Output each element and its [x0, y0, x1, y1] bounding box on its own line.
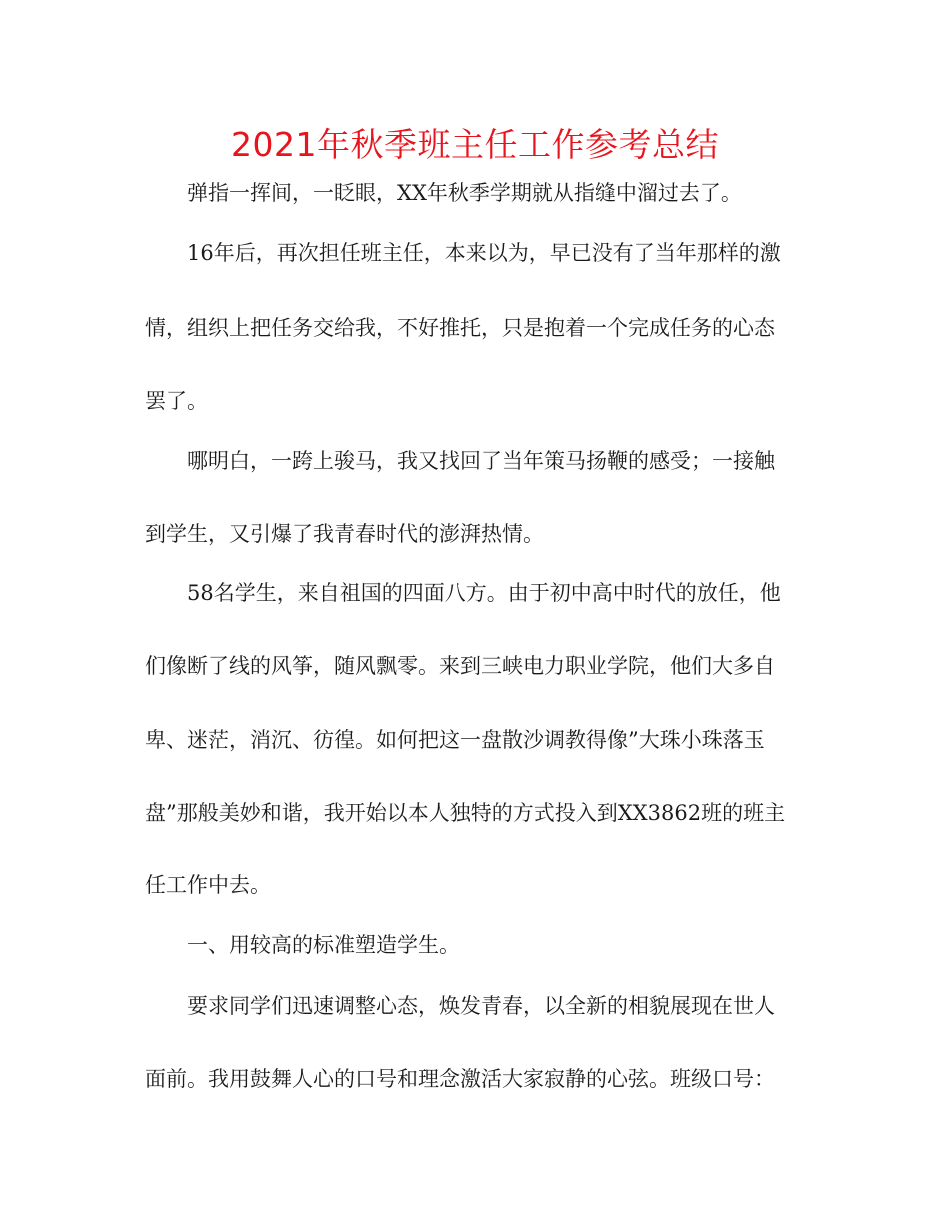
paragraph-line: 情，组织上把任务交给我，不好推托，只是抱着一个完成任务的心态 — [145, 316, 775, 340]
paragraph-line: 面前。我用鼓舞人心的口号和理念激活大家寂静的心弦。班级口号： — [145, 1067, 775, 1091]
paragraph-line: 盘”那般美妙和谐，我开始以本人独特的方式投入到XX3862班的班主 — [145, 801, 786, 825]
paragraph-line: 们像断了线的风筝，随风飘零。来到三峡电力职业学院，他们大多自 — [145, 654, 775, 678]
paragraph-line: 要求同学们迅速调整心态，焕发青春，以全新的相貌展现在世人 — [187, 994, 775, 1018]
paragraph-line: 16年后，再次担任班主任，本来以为，早已没有了当年那样的激 — [187, 241, 781, 265]
paragraph-line: 卑、迷茫，消沉、彷徨。如何把这一盘散沙调教得像”大珠小珠落玉 — [145, 728, 765, 752]
document-title: 2021年秋季班主任工作参考总结 — [231, 125, 719, 164]
paragraph-line: 哪明白，一跨上骏马，我又找回了当年策马扬鞭的感受；一接触 — [187, 449, 775, 473]
paragraph-line: 到学生，又引爆了我青春时代的澎湃热情。 — [145, 522, 544, 546]
paragraph-line: 一、用较高的标准塑造学生。 — [187, 933, 460, 957]
paragraph-line: 弹指一挥间，一眨眼，XX年秋季学期就从指缝中溜过去了。 — [187, 181, 742, 205]
paragraph-line: 罢了。 — [145, 389, 208, 413]
paragraph-line: 58名学生，来自祖国的四面八方。由于初中高中时代的放任，他 — [187, 581, 781, 605]
paragraph-line: 任工作中去。 — [145, 873, 271, 897]
